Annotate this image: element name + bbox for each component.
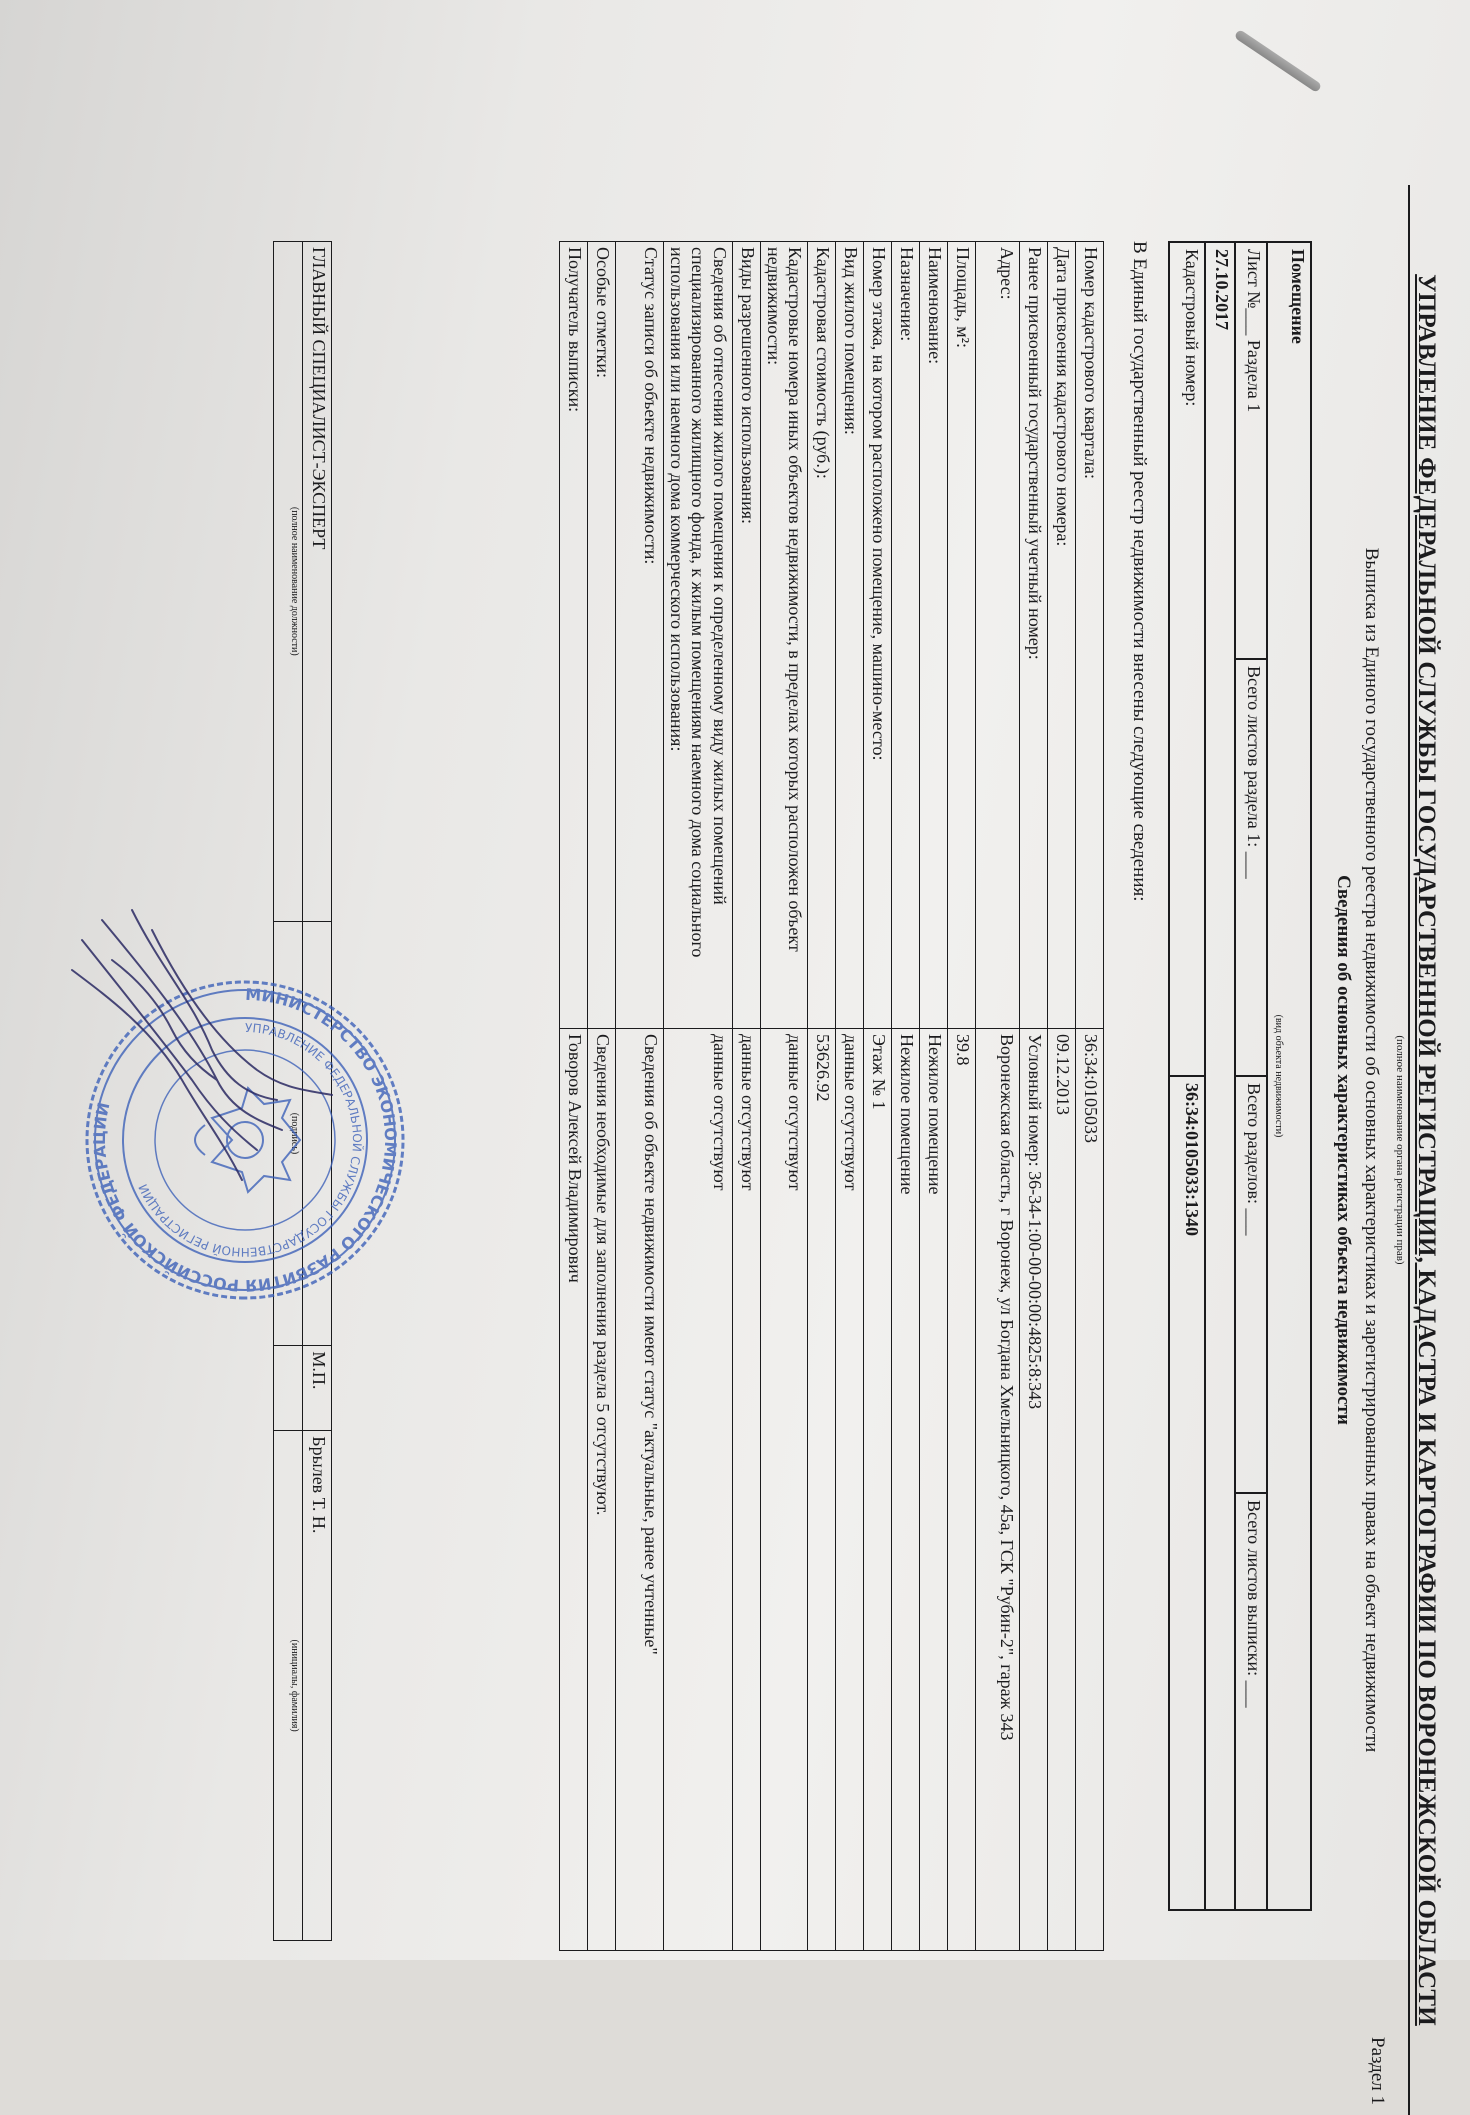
signer-position: ГЛАВНЫЙ СПЕЦИАЛИСТ-ЭКСПЕРТ bbox=[303, 242, 332, 922]
seal-inner-text: УПРАВЛЕНИЕ ФЕДЕРАЛЬНОЙ СЛУЖБЫ ГОСУДАРСТВЕННОЙ РЕГИСТРАЦИИ bbox=[135, 1020, 365, 1260]
row-value: Сведения необходимые для заполнения раздела 5 отсутствуют. bbox=[587, 1029, 615, 1951]
row-value: данные отсутствуют bbox=[732, 1029, 760, 1951]
row-value: Этаж № 1 bbox=[864, 1029, 892, 1951]
characteristics-row bbox=[836, 242, 864, 1951]
row-value: 39.8 bbox=[948, 1029, 976, 1951]
section-label: Раздел 1 bbox=[1367, 2037, 1388, 2105]
row-value: Говоров Алексей Владимирович bbox=[559, 1029, 587, 1951]
characteristics-row bbox=[892, 242, 920, 1951]
characteristics-row bbox=[920, 242, 948, 1951]
object-type-row bbox=[1267, 242, 1311, 1910]
characteristics-table bbox=[559, 241, 1104, 1951]
total-sheets-section: Всего листов раздела 1: ___ bbox=[1235, 659, 1267, 1076]
characteristics-row bbox=[1048, 242, 1076, 1951]
row-value: данные отсутствуют bbox=[760, 1029, 807, 1951]
row-value: Сведения об объекте недвижимости имеют статус "актуальные, ранее учтенные" bbox=[615, 1029, 663, 1951]
position-caption: (полное наименование должности) bbox=[274, 242, 303, 922]
row-label: Виды разрешенного использования: bbox=[732, 242, 760, 1029]
agency-title: УПРАВЛЕНИЕ ФЕДЕРАЛЬНОЙ СЛУЖБЫ ГОСУДАРСТВЕННОЙ РЕГИСТРАЦИИ, КАДАСТРА И КАРТОГРАФИИ ПО ВОРОНЕЖСКОЙ ОБЛАСТИ bbox=[1408, 185, 1440, 2115]
characteristics-row bbox=[615, 242, 663, 1951]
cadastral-row bbox=[1169, 242, 1205, 1910]
sign-caption: (подпись) bbox=[274, 921, 303, 1346]
date-row bbox=[1205, 242, 1235, 1910]
extract-date: 27.10.2017 bbox=[1205, 242, 1235, 1910]
seal-outer-text: МИНИСТЕРСТВО ЭКОНОМИЧЕСКОГО РАЗВИТИЯ РОССИЙСКОЙ ФЕДЕРАЦИИ bbox=[89, 984, 401, 1296]
characteristics-row bbox=[808, 242, 836, 1951]
row-label: Статус записи об объекте недвижимости: bbox=[615, 242, 663, 1029]
characteristics-row bbox=[948, 242, 976, 1951]
characteristics-row bbox=[587, 242, 615, 1951]
stamp-mark: М.П. bbox=[303, 1346, 332, 1431]
total-sections: Всего разделов: ___ bbox=[1235, 1076, 1267, 1493]
row-label: Получатель выписки: bbox=[559, 242, 587, 1029]
characteristics-row bbox=[1020, 242, 1048, 1951]
row-label: Кадастровая стоимость (руб.): bbox=[808, 242, 836, 1029]
signer-name: Брылев Т. Н. bbox=[303, 1431, 332, 1941]
row-label: Ранее присвоенный государственный учетный номер: bbox=[1020, 242, 1048, 1029]
characteristics-row bbox=[1076, 242, 1104, 1951]
name-caption: (инициалы, фамилия) bbox=[274, 1431, 303, 1941]
sheet-number: Лист №___ Раздела 1 bbox=[1235, 242, 1267, 659]
row-label: Площадь, м²: bbox=[948, 242, 976, 1029]
row-label: Назначение: bbox=[892, 242, 920, 1029]
total-sheets-extract: Всего листов выписки: ___ bbox=[1235, 1493, 1267, 1910]
info-title: Сведения об основных характеристиках объекта недвижимости bbox=[1333, 875, 1354, 1425]
row-value: Нежилое помещение bbox=[892, 1029, 920, 1951]
header-table bbox=[1168, 241, 1312, 1911]
row-label: Номер этажа, на котором расположено помещение, машино-место: bbox=[864, 242, 892, 1029]
row-value: 53626.92 bbox=[808, 1029, 836, 1951]
row-label: Вид жилого помещения: bbox=[836, 242, 864, 1029]
row-label: Наименование: bbox=[920, 242, 948, 1029]
row-value: данные отсутствуют bbox=[663, 1029, 732, 1951]
row-label: Кадастровые номера иных объектов недвижимости, в пределах которых расположен объект недвижимости: bbox=[760, 242, 807, 1029]
cadastral-label: Кадастровый номер: bbox=[1169, 242, 1205, 1076]
intro-text: В Единый государственный реестр недвижимости внесены следующие сведения: bbox=[1129, 241, 1150, 902]
row-label: Дата присвоения кадастрового номера: bbox=[1048, 242, 1076, 1029]
characteristics-row bbox=[663, 242, 732, 1951]
sheet-row bbox=[1235, 242, 1267, 1910]
agency-subtitle: (полное наименование органа регистрации прав) bbox=[1394, 1035, 1406, 1265]
cadastral-value: 36:34:0105033:1340 bbox=[1169, 1076, 1205, 1910]
document-header bbox=[1394, 185, 1440, 2115]
extract-title: Выписка из Единого государственного реестра недвижимости об основных характеристиках и зарегистрированных правах на объект недвижимости bbox=[1361, 547, 1382, 1753]
characteristics-row bbox=[559, 242, 587, 1951]
characteristics-row bbox=[732, 242, 760, 1951]
row-label: Номер кадастрового квартала: bbox=[1076, 242, 1104, 1029]
row-value: 09.12.2013 bbox=[1048, 1029, 1076, 1951]
object-type-value: Помещение bbox=[1288, 249, 1308, 344]
characteristics-row bbox=[976, 242, 1020, 1951]
row-label: Адрес: bbox=[976, 242, 1020, 1029]
row-value: Условный номер: 36-34-1:00-00-00:00:4825:8:343 bbox=[1020, 1029, 1048, 1951]
row-value: Нежилое помещение bbox=[920, 1029, 948, 1951]
row-value: данные отсутствуют bbox=[836, 1029, 864, 1951]
characteristics-row bbox=[760, 242, 807, 1951]
characteristics-row bbox=[864, 242, 892, 1951]
row-label: Сведения об отнесении жилого помещения к определенному виду жилых помещений специализированного жилищного фонда, к жилым помещениям наемного дома социального использования или наемного дома коммерческого использования: bbox=[663, 242, 732, 1029]
row-label: Особые отметки: bbox=[587, 242, 615, 1029]
object-type-caption: (вид объекта недвижимости) bbox=[1273, 1014, 1285, 1138]
row-value: 36:34:0105033 bbox=[1076, 1029, 1104, 1951]
handwritten-signature bbox=[42, 880, 402, 1240]
row-value: Воронежская область, г Воронеж, ул Богдана Хмельницкого, 45а, ГСК "Рубин-2", гараж 343 bbox=[976, 1029, 1020, 1951]
